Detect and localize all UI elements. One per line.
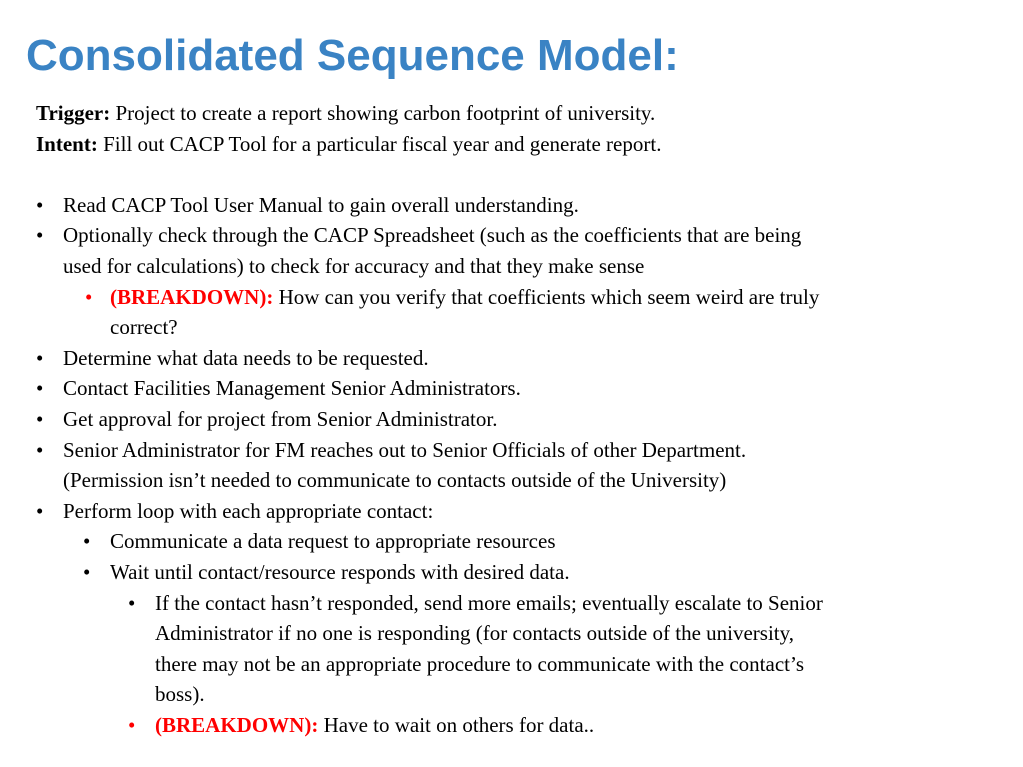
breakdown-text: How can you verify that coefficients which seem weird are truly — [273, 284, 820, 309]
list-item-text: there may not be an appropriate procedure to communicate with the contact’s — [155, 651, 805, 676]
bullet-icon: • — [36, 376, 44, 401]
trigger-text: Project to create a report showing carbon footprint of university. — [110, 101, 656, 125]
list-item-text: Get approval for project from Senior Administrator. — [63, 406, 498, 431]
list-item-text: Contact Facilities Management Senior Administrators. — [63, 376, 521, 401]
list-item-text: If the contact hasn’t responded, send more emails; eventually escalate to Senior — [155, 590, 823, 615]
bullet-icon: • — [36, 345, 44, 370]
sequence-list — [36, 190, 996, 741]
bullet-icon: • — [83, 559, 91, 584]
list-item-breakdown-wait — [128, 710, 996, 741]
bullet-icon: • — [128, 590, 136, 615]
breakdown-text: Have to wait on others for data.. — [318, 712, 595, 737]
slide-body — [36, 98, 996, 740]
list-item-contact-fm — [36, 373, 996, 404]
list-item-text: Senior Administrator for FM reaches out to Senior Officials of other Department. — [63, 437, 747, 462]
intent-line — [36, 129, 996, 160]
list-item-text — [110, 282, 996, 313]
bullet-icon: • — [128, 712, 136, 737]
list-item-text: Wait until contact/resource responds with desired data. — [110, 559, 570, 584]
intent-label: Intent: — [36, 131, 98, 156]
list-item-escalate — [128, 588, 996, 710]
list-item-text: Optionally check through the CACP Spreadsheet (such as the coefficients that are being — [63, 223, 802, 248]
bullet-icon: • — [36, 498, 44, 523]
list-item-text: Determine what data needs to be requested. — [63, 345, 429, 370]
bullet-icon: • — [85, 284, 93, 309]
bullet-icon: • — [83, 529, 91, 554]
list-item-communicate-request — [83, 526, 996, 557]
intent-text: Fill out CACP Tool for a particular fiscal year and generate report. — [97, 131, 662, 156]
list-item-determine-data — [36, 343, 996, 374]
list-item-text — [155, 710, 996, 741]
breakdown-label: (BREAKDOWN): — [110, 284, 274, 309]
list-item-text: correct? — [110, 315, 178, 340]
list-item-text: Communicate a data request to appropriate resources — [110, 529, 556, 554]
bullet-icon: • — [36, 192, 44, 217]
breakdown-label: (BREAKDOWN): — [155, 712, 319, 737]
list-item-text: boss). — [155, 682, 205, 707]
list-item-wait-contact — [83, 557, 996, 588]
slide-title: Consolidated Sequence Model: — [26, 31, 679, 80]
list-item-text: Read CACP Tool User Manual to gain overall understanding. — [63, 192, 579, 217]
list-item-breakdown-coefficients — [85, 282, 996, 343]
list-item-text: (Permission isn’t needed to communicate to contacts outside of the University) — [63, 468, 727, 493]
list-item-check-spreadsheet — [36, 220, 996, 281]
blank-line — [36, 159, 996, 190]
bullet-icon: • — [36, 437, 44, 462]
list-item-senior-admin — [36, 435, 996, 496]
bullet-icon: • — [36, 406, 44, 431]
list-item-text: Administrator if no one is responding (for contacts outside of the university, — [155, 621, 795, 646]
list-item-read-manual — [36, 190, 996, 221]
list-item-get-approval — [36, 404, 996, 435]
list-item-text: Perform loop with each appropriate contact: — [63, 498, 434, 523]
list-item-perform-loop — [36, 496, 996, 527]
bullet-icon: • — [36, 223, 44, 248]
list-item-text: used for calculations) to check for accuracy and that they make sense — [63, 253, 645, 278]
trigger-label: Trigger: — [36, 101, 111, 125]
trigger-line — [36, 98, 996, 129]
